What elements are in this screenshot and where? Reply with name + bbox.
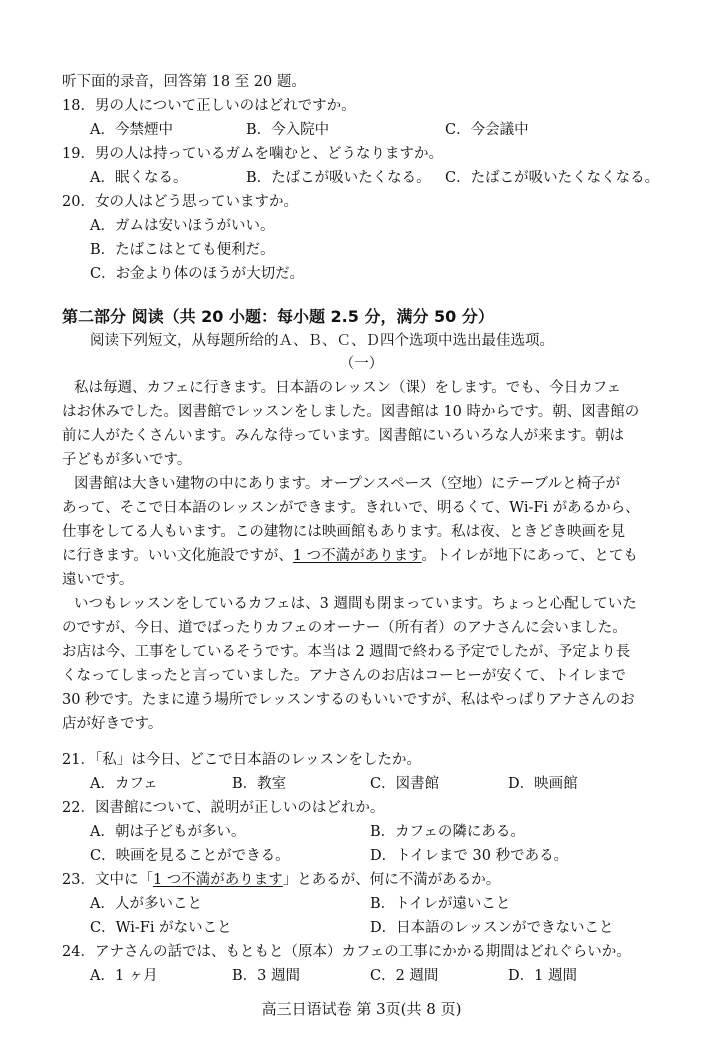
passage-paragraph-3-line-4: くなってしまったと言っていました。アナさんのお店はコーヒーが安くて、トイレまで	[62, 668, 626, 684]
question-23-option-a: A．人が多いこと	[90, 896, 202, 912]
question-text-segment: 23．文中に「	[62, 872, 153, 888]
passage-paragraph-2-line-4	[62, 548, 638, 565]
question-23-option-d: D．日本語のレッスンができないこと	[370, 920, 614, 936]
question-22-option-b: B．カフェの隣にある。	[370, 824, 525, 840]
passage-paragraph-3-line-1: いつもレッスンをしているカフェは、3 週間も閉まっています。ちょっと心配していた	[74, 596, 637, 612]
passage-paragraph-1-line-1: 私は毎週、カフェに行きます。日本語のレッスン（课）をします。でも、今日カフェ	[74, 380, 622, 396]
passage-paragraph-1-line-4: 子どもが多いです。	[62, 452, 192, 468]
question-22-option-a: A．朝は子どもが多い。	[90, 824, 246, 840]
passage-text-segment: に行きます。いい文化施設ですが、	[62, 548, 293, 564]
question-18-option-b: B．今入院中	[246, 122, 330, 138]
passage-paragraph-2-line-1: 図書館は大きい建物の中にあります。オープンスペース（空地）にテーブルと椅子が	[74, 476, 621, 492]
question-24-option-d: D．1 週間	[508, 968, 577, 984]
question-20-option-c: C．お金より体のほうが大切だ。	[90, 266, 305, 282]
passage-title: （一）	[339, 356, 384, 372]
question-22-stem: 22．図書館について、説明が正しいのはどれか。	[62, 800, 385, 816]
passage-paragraph-1-line-2: はお休みでした。図書館でレッスンをしました。図書館は 10 時からです。朝、図書館の	[62, 404, 640, 420]
question-18-option-c: C．今会議中	[445, 122, 529, 138]
question-18-stem: 18．男の人について正しいのはどれですか。	[62, 98, 356, 114]
question-22-option-c: C．映画を見ることができる。	[90, 848, 290, 864]
question-24-option-c: C．2 週間	[370, 968, 439, 984]
passage-paragraph-2-line-2: あって、そこで日本語のレッスンができます。きれいで、明るくて、Wi-Fi があるから、	[62, 500, 640, 516]
question-21-option-d: D．映画館	[508, 776, 578, 792]
passage-paragraph-3-line-5: 30 秒です。たまに違う場所でレッスンするのもいいですが、私はやっぱりアナさんのお	[62, 692, 635, 708]
question-20-option-a: A．ガムは安いほうがいい。	[90, 218, 275, 234]
question-19-stem: 19．男の人は持っているガムを噛むと、どうなりますか。	[62, 146, 443, 162]
underlined-phrase: 1 つ不満があります	[152, 872, 283, 888]
question-21-option-c: C．図書館	[370, 776, 440, 792]
passage-paragraph-1-line-3: 前に人がたくさんいます。みんな待っています。図書館にいろいろな人が来ます。朝は	[62, 428, 625, 444]
question-19-option-a: A．眠くなる。	[90, 170, 188, 186]
passage-paragraph-3-line-2: のですが、今日、道でばったりカフェのオーナー（所有者）のアナさんに会いました。	[62, 620, 627, 636]
question-22-option-d: D．トイレまで 30 秒である。	[370, 848, 569, 864]
passage-paragraph-3-line-6: 店が好きです。	[62, 716, 163, 732]
listening-intro: 听下面的录音，回答第 18 至 20 题。	[62, 74, 306, 90]
question-21-option-a: A．カフェ	[90, 776, 158, 792]
question-text-segment: 」とあるが、何に不満があるか。	[282, 872, 501, 888]
question-19-option-c: C．たばこが吸いたくなくなる。	[445, 170, 660, 186]
question-23-stem	[62, 872, 500, 889]
question-23-option-b: B．トイレが遠いこと	[370, 896, 511, 912]
passage-paragraph-3-line-3: お店は今、工事をしているそうです。本当は 2 週間で終わる予定でしたが、予定より長	[62, 644, 631, 660]
question-18-option-a: A．今禁煙中	[90, 122, 173, 138]
passage-text-segment: 。トイレが地下にあって、とても	[421, 548, 638, 564]
question-23-option-c: C．Wi-Fi がないこと	[90, 920, 232, 936]
question-24-stem: 24．アナさんの話では、もともと（原本）カフェの工事にかかる期間はどれぐらいか。	[62, 944, 631, 960]
passage-paragraph-2-line-5: 遠いです。	[62, 572, 134, 588]
question-21-option-b: B．教室	[232, 776, 287, 792]
passage-paragraph-2-line-3: 仕事をしてる人もいます。この建物には映画館もあります。私は夜、ときどき映画を見	[62, 524, 626, 540]
page-footer: 高三日语试卷 第 3页(共 8 页)	[261, 1000, 462, 1018]
question-20-option-b: B．たばこはとても便利だ。	[90, 242, 275, 258]
reading-instruction: 阅读下列短文，从每题所给的Ａ、Ｂ、Ｃ、Ｄ四个选项中选出最佳选项。	[90, 333, 554, 349]
reading-section-heading: 第二部分 阅读（共 20 小题：每小题 2.5 分，满分 50 分）	[62, 307, 494, 326]
question-20-stem: 20．女の人はどう思っていますか。	[62, 194, 298, 210]
question-19-option-b: B．たばこが吸いたくなる。	[246, 170, 431, 186]
question-24-option-b: B．3 週間	[232, 968, 300, 984]
underlined-phrase: 1 つ不満があります	[292, 548, 422, 564]
question-21-stem: 21．「私」は今日、どこで日本語のレッスンをしたか。	[62, 752, 422, 768]
question-24-option-a: A．1 ヶ月	[90, 968, 158, 984]
